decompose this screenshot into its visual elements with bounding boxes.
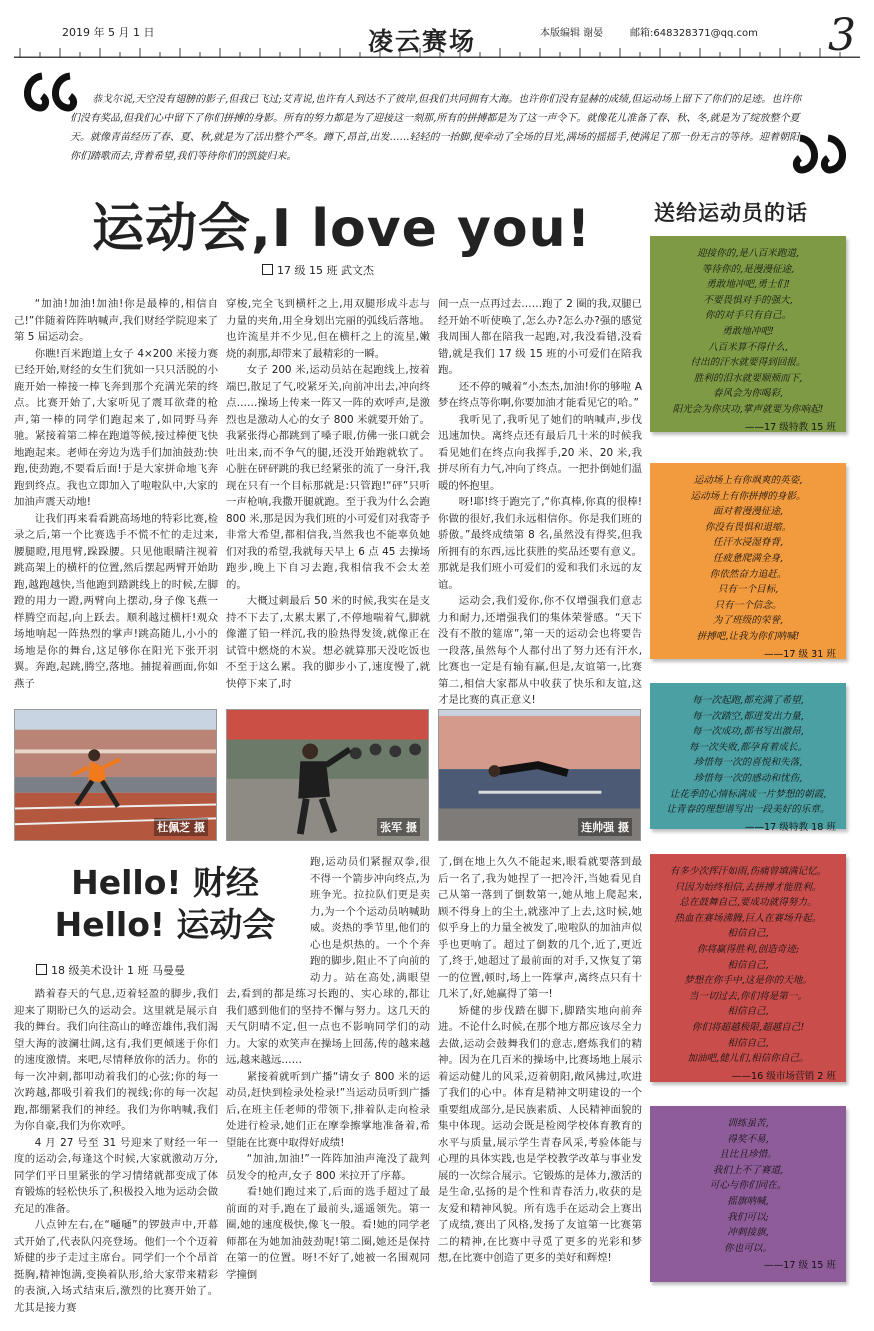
note-line: 勇敢地冲吧,勇士们!	[706, 279, 790, 291]
note-body	[660, 246, 836, 418]
note-line: 运动场上有你拼搏的身影。	[690, 490, 806, 502]
note-line: 相信自己,	[727, 1006, 769, 1018]
sidebar-note	[650, 854, 846, 1082]
note-line: 运动场上有你飒爽的英姿,	[693, 475, 803, 486]
note-line: 冲刺接旗,	[727, 1227, 769, 1239]
page-number: 3	[828, 10, 856, 61]
note-line: 相信自己,	[727, 928, 769, 940]
note-line: 面对着漫漫征途,	[712, 506, 784, 518]
note-line: 不要畏惧对手的强大,	[703, 294, 793, 306]
photo-shot-put	[226, 709, 429, 841]
paragraph: 4 月 27 号至 31 号迎来了财经一年一度的运动会,每逢这个时候,大家就激动万分,同学们平日里紧张的学习情绪就都变成了体育锻炼的轻松快乐了,积极投入地为运动会做充足的准备。	[14, 1136, 218, 1215]
note-line: 每一次踏空,都迸发出力量,	[692, 710, 804, 722]
issue-date: 2019 年 5 月 1 日	[62, 26, 155, 39]
byline-box-icon	[36, 964, 47, 975]
intro-quote: 恭戈尔说,天空没有翅膀的影子,但我已飞过;艾青说,也许有人到达不了彼岸,但我们共同拥有大海。也许你们没有显赫的成绩,但运动场上留下了你们的足迹。也许你们没有奖品,但我们心中留下了你们拼搏的身影。所有的努力都是为了迎接这一刻那,所有的拼搏都是为了这一声令下。就像花儿准备了春、秋、冬,就是为了绽放整个夏天。就像青苗经历了春、夏、秋,就是为了活出整个严冬。蹲下,昂首,出发……轻轻的一抬脚,便牵动了全场的目光,满场的摇摇手,使满足了那一份无言的等待。迎着朝阳,你们踏歌而去,背着希望,我们等待你们的凯旋归来。	[70, 94, 803, 162]
note-line: 每一次失败,都孕育着成长。	[688, 741, 808, 753]
paragraph: 还不停的喊着“小杰杰,加油!你的够啦 A 梦在终点等你啊,你要加油才能看见它的哈。”	[438, 380, 642, 409]
paragraph: 紧接着就听到广播“请女子 800 米的运动员,赶快到检录处检录!”当运动员听到广播后,在班主任老师的带领下,排着队走向检录处进行检录,她们正在摩拳擦掌地准备着,希望能在比赛中取得好成绩!	[226, 1070, 430, 1149]
page-header	[0, 0, 874, 64]
note-line: 每一次起跑,都充满了希望,	[692, 695, 804, 706]
note-line: 当一切过去,你们将是第一。	[688, 990, 808, 1002]
sidebar-note	[650, 1106, 846, 1282]
note-line: 你们将超越极限,超越自己!	[691, 1021, 805, 1033]
note-line: 只有一个信念。	[714, 599, 782, 611]
paragraph: 看!她们跑过来了,后面的选手超过了最前面的对手,跑在了最前头,遥遥领先。第一圈,她的速度极快,像飞一般。看!她的同学老师都在为她加油鼓劲呢!第二圈,她还是保持在第一的位置。呀!不好了,她被一名围观同学撞倒	[226, 1186, 430, 1281]
note-line: 只因为始终相信,去拼搏才能胜利。	[674, 881, 822, 893]
paragraph: 穿梭,完全飞到横杆之上,用双腿形成斗志与力量的夹角,用全身划出完丽的弧线后落地。也许流星并不少见,但在横杆之上的流星,嫩烧的刹那,却带来了最精彩的一瞬。	[226, 298, 430, 360]
note-line: 得奖不易,	[727, 1133, 769, 1145]
note-line: 任疲惫爬满全身,	[712, 552, 784, 564]
note-line: 珍惜每一次的感动和忧伤,	[693, 772, 803, 784]
paragraph: 运动会,我们爱你,你不仅增强我们意志力和耐力,还增强我们的集体荣誉感。“天下没有不散的筵席”,第一天的运动会也将要告一段落,虽然每个人都付出了努力还有汗水,比赛也一定是有输有赢,但是,友谊第一,比赛第二,相信大家都从中收获了快乐和友谊,这才是比赛的真正意义!	[438, 595, 642, 706]
article2-column-1	[14, 986, 218, 1314]
paragraph: 大概过刺最后 50 米的时候,我实在是支持不下去了,太累太累了,不停地喘着气,脚就像灌了铅一样沉,我的脸热得发烫,就像正在试管中燃烧的木炭。想必就算那天没吃饭也不至于这么累。我的脚步小了,速度慢了,就快停下来了,时	[226, 595, 430, 690]
byline-box-icon	[262, 264, 273, 275]
note-line: 勇敢地冲吧!	[722, 325, 774, 337]
note-line: 加油吧,健儿们,相信你自己。	[687, 1053, 809, 1065]
note-line: 等待你的,是漫漫征途,	[701, 263, 795, 275]
photo-high-jump	[438, 709, 641, 841]
article2-title-line1: Hello! 财经	[71, 863, 259, 902]
photo-sprinter	[14, 709, 217, 841]
note-line: 为了班级的荣誉,	[712, 615, 784, 627]
note-line: 你依然奋力追赶。	[709, 568, 787, 580]
paragraph: 呀!耶!终于跑完了,“你真棒,你真的很棒!你做的很好,我们永远相信你。你是我们班的骄傲。”最终成绩第 8 名,虽然没有得奖,但我所拥有的东西,远比获胜的奖品还要有意义。那就是我们班小可爱们的爱和我们永远的友谊。	[438, 496, 642, 591]
note-line: 总在鼓舞自己,要成功就得努力。	[679, 897, 817, 909]
photo-caption: 连帅强 摄	[578, 818, 632, 836]
note-line: 每一次成功,都书写出激昂,	[692, 726, 804, 738]
sidebar-title: 送给运动员的话	[654, 201, 808, 225]
paragraph: 我听见了,我听见了她们的呐喊声,步伐迅速加快。离终点还有最后几十米的时候我看见她们在终点向我挥手,20 米、20 米,我拼尽所有力气,冲向了终点。一把扑倒她们温暖的怀抱里。	[438, 413, 642, 492]
note-line: 有多少次挥汗如雨,伤痛曾填满记忆。	[669, 866, 827, 877]
note-line: 训练虽苦,	[727, 1118, 769, 1129]
editor-credit: 本版编辑 谢晏	[540, 28, 604, 39]
note-line: 相信自己,	[727, 1037, 769, 1049]
note-line: 我们上不了赛道,	[712, 1164, 784, 1176]
paragraph: 你瞧!百米跑道上女子 4×200 米接力赛已经开始,财经的女生们犹如一只只活脱的小鹿开始一棒接一棒飞奔到那个充满光荣的终点。比赛开始了,大家听见了震耳欲聋的枪声,第一棒的同学们跑起来了,如同野马奔驰。紧接着第二棒在跑道等候,接过棒便飞快地跑起来。老师在旁边为选手们加油鼓劲:快跑,使劲跑,不要看后面!于是大家拼命地飞奔跑到终点。我也立即加入了啦啦队中,大家的加油声震天动地!	[14, 347, 218, 508]
paragraph: 八点钟左右,在“嗵嗵”的锣鼓声中,开幕式开始了,代表队闪亮登场。他们一个个迈着矫健的步子走过主席台。同学们一个个昂首挺胸,精神饱满,变换着队形,给大家带来精彩的表演,入场式结束后,激烈的比赛开始了。尤其是接力赛	[14, 1219, 218, 1314]
paragraph: 了,倒在地上久久不能起来,眼看就要落到最后一名了,我为她捏了一把冷汗,当她看见自己从第一落到了倒数第一,她从地上爬起来,顾不得身上的尘土,就涨冲了上去,这时候,她似乎身上的力量全被发了,啦啦队的加油声似乎也更响了。超过了倒数的几个,近了,更近了,终于,她超过了最前面的对手,又恢复了第一的位置,顿时,场上一阵掌声,离终点只有十几米了,好,她赢得了第一!	[438, 856, 642, 1000]
paragraph: 矫健的步伐踏在脚下,脚踏实地向前奔进。不论什么时候,在那个地方都应该尽全力去做,运动会鼓舞我们的意志,磨炼我们的精神。因为在几百米的操场中,比赛场地上展示着运动健儿的风采,迈着朝阳,敞风拂过,吹进了我们的心中。体育是精神文明建设的一个重要组成部分,是民族素质、人民精神面貌的集中体现。运动会既是检阅学校体育教育的水平与质量,展示学生青春风采,考验体能与心理的具体实践,也是学校教学改革与事业发展的一次综合展示。它锻炼的是体力,激活的是生命,弘扬的是个性和青春活力,收获的是友爱和精神风貌。所有选手在运动会上赛出了成绩,赛出了风格,发扬了友谊第一比赛第二的精神,在比赛中寻觅了更多的光彩和梦想,在比赛中创造了更多的美好和辉煌!	[438, 1004, 642, 1264]
note-line: 拼搏吧,让我为你们呐喊!	[696, 630, 800, 642]
note-line: 阳光会为你庆功,掌声就要为你响起!	[672, 403, 824, 415]
title-wrap-spacer	[226, 854, 310, 984]
note-line: 你也可以。	[724, 1242, 772, 1254]
paragraph: 踏着春天的气息,迈着轻盈的脚步,我们迎来了期盼已久的运动会。这里就是展示自我的舞台。我们向往高山的峰峦雄伟,我们渴望大海的波澜壮阔,这有,我们更倾迷于你们的速度激情。来吧,尽情释放你的活力。你的每一次冲刺,都叩动着我们的心弦;你的每一次跨越,都吸引着我们的视线;你的每一次起跑,都绷紧我们的神经。我们为你呐喊,我们为你自豪,我们为你欢呼。	[14, 988, 218, 1132]
sidebar-note	[650, 683, 846, 833]
article1-byline	[262, 262, 374, 278]
note-signature: ——17 级 31 班	[764, 648, 836, 660]
paragraph: 间一点一点再过去……跑了 2 圈的我,双腿已经开始不听使唤了,怎么办?怎么办?强的感觉我周围人都在陪我一起跑,对,我没看错,没看错,就是我们 17 级 15 班的小可爱们在陪我跑。	[438, 298, 642, 376]
note-body	[660, 1116, 836, 1256]
note-body	[660, 864, 836, 1067]
paragraph: 跑,运动员们紧握双拳,很不得一个箭步冲向终点,为班争光。拉拉队们更是卖力,为一个个运动员呐喊助威。炎热的季节里,他们的心也是炽热的。一个个奔跑的脚步,阻止不了向前的动力。站在高处,满眼望去,看到的都是练习长跑的、实心球的,都让我们感到他们的坚持不懈与努力。这几天的天气阴晴不定,但一点也不影响同学们的动力。大家的欢笑声在操场上回荡,传的越来越远,越来越远……	[226, 856, 430, 1066]
note-line: 我们可以;	[727, 1211, 769, 1223]
note-body	[660, 473, 836, 645]
note-line: 你没有畏惧和退缩。	[704, 521, 792, 533]
paragraph: “加油!加油!加油!你是最棒的,相信自己!”伴随着阵阵呐喊声,我们财经学院迎来了第 5 届运动会。	[14, 298, 218, 343]
article2-title-line2: Hello! 运动会	[54, 905, 276, 944]
note-signature: ——17 级 15 班	[764, 1260, 836, 1272]
photo-caption: 张军 摄	[377, 818, 420, 836]
section-title: 凌云赛场	[368, 27, 477, 56]
note-line: 梦想在你手中,这是你的天地。	[684, 975, 812, 987]
paragraph: “加油,加油!”一阵阵加油声淹没了裁判员发令的枪声,女子 800 米拉开了序幕。	[226, 1153, 430, 1182]
note-line: 摇旗呐喊,	[727, 1195, 769, 1207]
article2-author: 18 级美术设计 1 班 马曼曼	[51, 964, 185, 977]
note-signature: ——16 级市场营销 2 班	[731, 1070, 836, 1082]
note-line: 春风会为你喝彩,	[712, 388, 784, 400]
article1-column-3	[438, 296, 642, 706]
article2-column-3	[438, 854, 642, 1302]
note-line: 迎接你的,是八百米跑道,	[696, 248, 800, 259]
note-line: 且比且珍惜。	[719, 1149, 777, 1161]
note-line: 八百米算不得什么,	[708, 341, 788, 353]
photo-caption: 杜佩芝 摄	[154, 818, 208, 836]
note-body	[660, 693, 836, 818]
note-line: 让花季的心情标满成一片梦想的朝霞,	[669, 788, 827, 800]
note-line: 让青春的理想谱写出一段美好的乐章。	[666, 804, 830, 816]
note-signature: ——17 级特教 18 班	[744, 821, 836, 833]
note-line: 你的对手只有自己。	[704, 310, 792, 322]
sidebar-note	[650, 236, 846, 432]
article2-column-2	[226, 854, 430, 1302]
article1-title: 运动会,I love you!	[92, 199, 592, 259]
note-line: 可心与你们同在。	[709, 1180, 787, 1192]
article1-author: 17 级 15 班 武文杰	[277, 264, 374, 277]
note-line: 只有一个目标,	[717, 584, 779, 596]
note-line: 付出的汗水就要得到回报。	[690, 357, 806, 369]
note-line: 任汗水浸湿脊背,	[712, 537, 784, 549]
note-line: 珍惜每一次的喜悦和失落,	[693, 757, 803, 769]
note-line: 你将赢得胜利,创造奇迹;	[696, 943, 800, 955]
paragraph: 女子 200 米,运动员站在起跑线上,按着端巴,散足了气,咬紧牙关,向前冲出去,冲向终点……操场上传来一阵又一阵的欢呼声,是激烈也是激动人心的女子 800 米就要开始了。我紧张得心都跳到了嗓子眼,仿佛一张口就会吐出来,而不争气的腿,还没开始跑就软了。心脏在砰砰跳的我已经紧张的流了一身汗,我现在只有一个目标那就是:只管跑!“砰”只听一声枪响,我撒开腿就跑。至于我为什么会跑 800 米,那是因为我们班的小可爱们对我寄予非常大希望,都相信我,当然我也不能辜负她们对我的希望,我就每天早上 6 点 45 去操场跑步,晚上下自习去跑,我相信我不会太差的。	[226, 364, 430, 591]
paragraph: 让我们再来看看跳高场地的特彩比赛,检录之后,第一个比赛选手不慌不忙的走过来,腰腿瞪,甩甩臂,跺跺腰。只见他眼睛注视着跳高架上的横杆的位置,然后摆起两臂开始助跑,越跑越快,当他跑到踏跳线上的时候,左脚蹬的用力一蹬,两臂向上摆动,身子像飞燕一样腾空而起,向上跃去。顺利越过横杆!观众场地响起一阵热烈的掌声!跳高随儿,小小的场地是你的舞台,这足够你在阳光下张开羽翼。奔跑,起跳,腾空,落地。捕捉着画面,你如燕子	[14, 512, 218, 690]
note-line: 热血在赛场沸腾,巨人在赛场升起。	[674, 912, 822, 924]
article1-column-1	[14, 296, 218, 706]
note-signature: ——17 级特教 15 班	[744, 421, 836, 433]
note-line: 相信自己,	[727, 959, 769, 971]
article2-byline	[36, 962, 185, 978]
sidebar-note	[650, 463, 846, 659]
article1-column-2	[226, 296, 430, 706]
email-address: 邮箱:648328371@qq.com	[630, 28, 758, 39]
header-ruler	[14, 46, 860, 58]
note-line: 胜利的泪水就要顺颊而下,	[693, 372, 803, 384]
